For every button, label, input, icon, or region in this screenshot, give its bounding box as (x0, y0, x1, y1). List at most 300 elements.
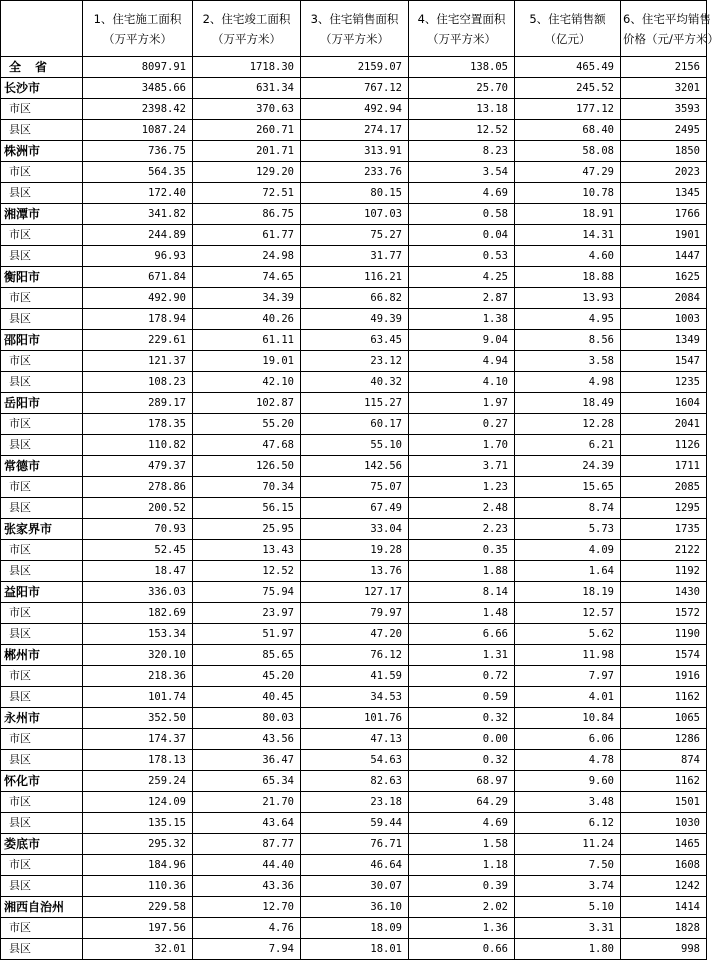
value-cell: 18.91 (515, 204, 621, 225)
value-cell: 201.71 (193, 141, 301, 162)
value-cell: 1735 (621, 519, 707, 540)
region-name-cell: 市区 (1, 540, 83, 561)
value-cell: 47.20 (301, 624, 409, 645)
value-cell: 47.29 (515, 162, 621, 183)
value-cell: 200.52 (83, 498, 193, 519)
value-cell: 1.70 (409, 435, 515, 456)
value-cell: 0.72 (409, 666, 515, 687)
value-cell: 1349 (621, 330, 707, 351)
value-cell: 0.04 (409, 225, 515, 246)
value-cell: 341.82 (83, 204, 193, 225)
value-cell: 492.94 (301, 99, 409, 120)
region-name-cell: 县区 (1, 246, 83, 267)
value-cell: 18.88 (515, 267, 621, 288)
value-cell: 1.48 (409, 603, 515, 624)
value-cell: 320.10 (83, 645, 193, 666)
value-cell: 76.71 (301, 834, 409, 855)
value-cell: 2023 (621, 162, 707, 183)
value-cell: 23.97 (193, 603, 301, 624)
value-cell: 1126 (621, 435, 707, 456)
value-cell: 3.48 (515, 792, 621, 813)
value-cell: 4.76 (193, 918, 301, 939)
column-header (193, 1, 301, 57)
region-name-cell: 永州市 (1, 708, 83, 729)
column-header-title: 2、住宅竣工面积 (202, 11, 291, 26)
value-cell: 138.05 (409, 57, 515, 78)
value-cell: 8.74 (515, 498, 621, 519)
value-cell: 24.39 (515, 456, 621, 477)
district-row (1, 918, 707, 939)
value-cell: 40.45 (193, 687, 301, 708)
region-name-cell: 张家界市 (1, 519, 83, 540)
value-cell: 24.98 (193, 246, 301, 267)
value-cell: 18.47 (83, 561, 193, 582)
value-cell: 2159.07 (301, 57, 409, 78)
region-name-cell: 市区 (1, 351, 83, 372)
value-cell: 1414 (621, 897, 707, 918)
region-name-cell: 县区 (1, 120, 83, 141)
value-cell: 47.68 (193, 435, 301, 456)
value-cell: 244.89 (83, 225, 193, 246)
value-cell: 3.54 (409, 162, 515, 183)
value-cell: 2122 (621, 540, 707, 561)
value-cell: 1295 (621, 498, 707, 519)
value-cell: 1.36 (409, 918, 515, 939)
value-cell: 129.20 (193, 162, 301, 183)
value-cell: 61.77 (193, 225, 301, 246)
value-cell: 54.63 (301, 750, 409, 771)
value-cell: 3.71 (409, 456, 515, 477)
district-row (1, 540, 707, 561)
region-name-cell: 株洲市 (1, 141, 83, 162)
value-cell: 1711 (621, 456, 707, 477)
region-name-cell: 市区 (1, 666, 83, 687)
value-cell: 278.86 (83, 477, 193, 498)
value-cell: 107.03 (301, 204, 409, 225)
column-header-title: 1、住宅施工面积 (93, 11, 182, 26)
value-cell: 178.94 (83, 309, 193, 330)
district-row (1, 309, 707, 330)
value-cell: 18.01 (301, 939, 409, 960)
region-name-cell: 湘西自治州 (1, 897, 83, 918)
value-cell: 3485.66 (83, 78, 193, 99)
district-row (1, 939, 707, 960)
column-header (301, 1, 409, 57)
value-cell: 3201 (621, 78, 707, 99)
value-cell: 76.12 (301, 645, 409, 666)
column-header-unit: （万平方米） (427, 31, 496, 46)
value-cell: 79.97 (301, 603, 409, 624)
region-name-cell: 市区 (1, 288, 83, 309)
value-cell: 2.02 (409, 897, 515, 918)
value-cell: 4.94 (409, 351, 515, 372)
region-name-cell: 郴州市 (1, 645, 83, 666)
value-cell: 2041 (621, 414, 707, 435)
value-cell: 1.31 (409, 645, 515, 666)
header-corner-cell (1, 1, 83, 57)
value-cell: 18.09 (301, 918, 409, 939)
city-row (1, 771, 707, 792)
value-cell: 67.49 (301, 498, 409, 519)
district-row (1, 477, 707, 498)
value-cell: 80.03 (193, 708, 301, 729)
value-cell: 70.93 (83, 519, 193, 540)
value-cell: 110.36 (83, 876, 193, 897)
value-cell: 23.12 (301, 351, 409, 372)
value-cell: 55.20 (193, 414, 301, 435)
district-row (1, 225, 707, 246)
value-cell: 1192 (621, 561, 707, 582)
district-row (1, 855, 707, 876)
value-cell: 2.87 (409, 288, 515, 309)
value-cell: 178.35 (83, 414, 193, 435)
value-cell: 82.63 (301, 771, 409, 792)
value-cell: 174.37 (83, 729, 193, 750)
value-cell: 101.76 (301, 708, 409, 729)
value-cell: 1901 (621, 225, 707, 246)
value-cell: 182.69 (83, 603, 193, 624)
value-cell: 177.12 (515, 99, 621, 120)
region-name-cell: 湘潭市 (1, 204, 83, 225)
value-cell: 85.65 (193, 645, 301, 666)
value-cell: 5.62 (515, 624, 621, 645)
value-cell: 465.49 (515, 57, 621, 78)
value-cell: 43.64 (193, 813, 301, 834)
value-cell: 21.70 (193, 792, 301, 813)
value-cell: 1625 (621, 267, 707, 288)
value-cell: 36.10 (301, 897, 409, 918)
value-cell: 1.64 (515, 561, 621, 582)
value-cell: 0.35 (409, 540, 515, 561)
value-cell: 47.13 (301, 729, 409, 750)
value-cell: 18.19 (515, 582, 621, 603)
value-cell: 86.75 (193, 204, 301, 225)
value-cell: 30.07 (301, 876, 409, 897)
value-cell: 0.66 (409, 939, 515, 960)
value-cell: 66.82 (301, 288, 409, 309)
value-cell: 4.69 (409, 813, 515, 834)
region-name-cell: 岳阳市 (1, 393, 83, 414)
table-body (1, 57, 707, 960)
region-name-cell: 益阳市 (1, 582, 83, 603)
value-cell: 2.23 (409, 519, 515, 540)
value-cell: 2398.42 (83, 99, 193, 120)
value-cell: 102.87 (193, 393, 301, 414)
value-cell: 1.18 (409, 855, 515, 876)
value-cell: 6.21 (515, 435, 621, 456)
value-cell: 36.47 (193, 750, 301, 771)
column-header-unit: （万平方米） (212, 31, 281, 46)
region-name-cell: 长沙市 (1, 78, 83, 99)
value-cell: 8.23 (409, 141, 515, 162)
value-cell: 153.34 (83, 624, 193, 645)
value-cell: 68.40 (515, 120, 621, 141)
value-cell: 1162 (621, 771, 707, 792)
value-cell: 197.56 (83, 918, 193, 939)
value-cell: 1.80 (515, 939, 621, 960)
region-name-cell: 市区 (1, 792, 83, 813)
value-cell: 1430 (621, 582, 707, 603)
region-name-cell: 县区 (1, 183, 83, 204)
value-cell: 58.08 (515, 141, 621, 162)
column-header (409, 1, 515, 57)
value-cell: 3.31 (515, 918, 621, 939)
value-cell: 72.51 (193, 183, 301, 204)
value-cell: 178.13 (83, 750, 193, 771)
value-cell: 12.52 (193, 561, 301, 582)
value-cell: 631.34 (193, 78, 301, 99)
value-cell: 0.53 (409, 246, 515, 267)
value-cell: 65.34 (193, 771, 301, 792)
region-name-cell: 县区 (1, 498, 83, 519)
value-cell: 0.32 (409, 708, 515, 729)
value-cell: 1447 (621, 246, 707, 267)
column-header-unit: （亿元） (544, 31, 591, 46)
value-cell: 1547 (621, 351, 707, 372)
value-cell: 43.36 (193, 876, 301, 897)
value-cell: 9.04 (409, 330, 515, 351)
value-cell: 42.10 (193, 372, 301, 393)
district-row (1, 99, 707, 120)
value-cell: 110.82 (83, 435, 193, 456)
value-cell: 142.56 (301, 456, 409, 477)
district-row (1, 414, 707, 435)
value-cell: 1065 (621, 708, 707, 729)
district-row (1, 750, 707, 771)
value-cell: 6.12 (515, 813, 621, 834)
district-row (1, 246, 707, 267)
city-row (1, 267, 707, 288)
column-header (515, 1, 621, 57)
value-cell: 12.70 (193, 897, 301, 918)
value-cell: 289.17 (83, 393, 193, 414)
value-cell: 260.71 (193, 120, 301, 141)
value-cell: 1828 (621, 918, 707, 939)
district-row (1, 288, 707, 309)
region-name-cell: 全省 (1, 57, 83, 78)
value-cell: 49.39 (301, 309, 409, 330)
value-cell: 13.76 (301, 561, 409, 582)
region-name-cell: 县区 (1, 624, 83, 645)
value-cell: 55.10 (301, 435, 409, 456)
column-header-title: 3、住宅销售面积 (310, 11, 399, 26)
value-cell: 6.66 (409, 624, 515, 645)
value-cell: 63.45 (301, 330, 409, 351)
region-name-cell: 市区 (1, 162, 83, 183)
region-name-cell: 市区 (1, 855, 83, 876)
value-cell: 295.32 (83, 834, 193, 855)
region-name-cell: 市区 (1, 225, 83, 246)
value-cell: 4.09 (515, 540, 621, 561)
region-name-cell: 常德市 (1, 456, 83, 477)
value-cell: 1.97 (409, 393, 515, 414)
value-cell: 52.45 (83, 540, 193, 561)
city-row (1, 519, 707, 540)
value-cell: 41.59 (301, 666, 409, 687)
value-cell: 115.27 (301, 393, 409, 414)
city-row (1, 393, 707, 414)
value-cell: 4.78 (515, 750, 621, 771)
value-cell: 5.10 (515, 897, 621, 918)
column-header-title: 4、住宅空置面积 (417, 11, 506, 26)
value-cell: 34.53 (301, 687, 409, 708)
value-cell: 479.37 (83, 456, 193, 477)
value-cell: 7.97 (515, 666, 621, 687)
value-cell: 25.70 (409, 78, 515, 99)
district-row (1, 162, 707, 183)
value-cell: 116.21 (301, 267, 409, 288)
column-header-title: 6、住宅平均销售 (623, 11, 711, 26)
column-header-unit: 价格（元/平方米） (623, 31, 719, 46)
region-name-cell: 娄底市 (1, 834, 83, 855)
value-cell: 370.63 (193, 99, 301, 120)
value-cell: 12.28 (515, 414, 621, 435)
column-header-unit: （万平方米） (103, 31, 172, 46)
value-cell: 7.94 (193, 939, 301, 960)
column-header-title: 5、住宅销售额 (529, 11, 606, 26)
value-cell: 108.23 (83, 372, 193, 393)
district-row (1, 561, 707, 582)
value-cell: 1465 (621, 834, 707, 855)
value-cell: 10.84 (515, 708, 621, 729)
value-cell: 124.09 (83, 792, 193, 813)
value-cell: 259.24 (83, 771, 193, 792)
value-cell: 352.50 (83, 708, 193, 729)
value-cell: 1608 (621, 855, 707, 876)
value-cell: 64.29 (409, 792, 515, 813)
district-row (1, 372, 707, 393)
value-cell: 1190 (621, 624, 707, 645)
value-cell: 1235 (621, 372, 707, 393)
value-cell: 75.27 (301, 225, 409, 246)
district-row (1, 603, 707, 624)
region-name-cell: 市区 (1, 603, 83, 624)
value-cell: 8097.91 (83, 57, 193, 78)
region-name-cell: 县区 (1, 687, 83, 708)
value-cell: 14.31 (515, 225, 621, 246)
value-cell: 5.73 (515, 519, 621, 540)
district-row (1, 729, 707, 750)
value-cell: 245.52 (515, 78, 621, 99)
city-row (1, 141, 707, 162)
value-cell: 274.17 (301, 120, 409, 141)
value-cell: 3593 (621, 99, 707, 120)
value-cell: 101.74 (83, 687, 193, 708)
region-name-cell: 县区 (1, 750, 83, 771)
region-name-cell: 县区 (1, 561, 83, 582)
value-cell: 1242 (621, 876, 707, 897)
value-cell: 70.34 (193, 477, 301, 498)
value-cell: 12.57 (515, 603, 621, 624)
region-name-cell: 县区 (1, 309, 83, 330)
value-cell: 2084 (621, 288, 707, 309)
value-cell: 4.10 (409, 372, 515, 393)
city-row (1, 204, 707, 225)
value-cell: 2495 (621, 120, 707, 141)
value-cell: 874 (621, 750, 707, 771)
value-cell: 1162 (621, 687, 707, 708)
district-row (1, 813, 707, 834)
value-cell: 1572 (621, 603, 707, 624)
value-cell: 121.37 (83, 351, 193, 372)
value-cell: 1501 (621, 792, 707, 813)
value-cell: 126.50 (193, 456, 301, 477)
district-row (1, 666, 707, 687)
value-cell: 4.69 (409, 183, 515, 204)
value-cell: 19.01 (193, 351, 301, 372)
region-name-cell: 县区 (1, 939, 83, 960)
value-cell: 767.12 (301, 78, 409, 99)
value-cell: 229.61 (83, 330, 193, 351)
district-row (1, 792, 707, 813)
district-row (1, 435, 707, 456)
value-cell: 10.78 (515, 183, 621, 204)
region-name-cell: 市区 (1, 414, 83, 435)
value-cell: 32.01 (83, 939, 193, 960)
district-row (1, 876, 707, 897)
value-cell: 45.20 (193, 666, 301, 687)
value-cell: 4.01 (515, 687, 621, 708)
value-cell: 43.56 (193, 729, 301, 750)
city-row (1, 834, 707, 855)
value-cell: 7.50 (515, 855, 621, 876)
value-cell: 564.35 (83, 162, 193, 183)
value-cell: 1850 (621, 141, 707, 162)
value-cell: 33.04 (301, 519, 409, 540)
value-cell: 0.39 (409, 876, 515, 897)
value-cell: 4.98 (515, 372, 621, 393)
value-cell: 8.56 (515, 330, 621, 351)
value-cell: 25.95 (193, 519, 301, 540)
city-row (1, 708, 707, 729)
value-cell: 12.52 (409, 120, 515, 141)
city-row (1, 897, 707, 918)
value-cell: 218.36 (83, 666, 193, 687)
value-cell: 3.74 (515, 876, 621, 897)
value-cell: 75.07 (301, 477, 409, 498)
district-row (1, 624, 707, 645)
region-name-cell: 市区 (1, 99, 83, 120)
value-cell: 2.48 (409, 498, 515, 519)
province-total-row (1, 57, 707, 78)
value-cell: 60.17 (301, 414, 409, 435)
value-cell: 0.00 (409, 729, 515, 750)
value-cell: 1030 (621, 813, 707, 834)
value-cell: 9.60 (515, 771, 621, 792)
column-header-unit: （万平方米） (320, 31, 389, 46)
value-cell: 13.93 (515, 288, 621, 309)
value-cell: 87.77 (193, 834, 301, 855)
value-cell: 4.25 (409, 267, 515, 288)
city-row (1, 330, 707, 351)
value-cell: 68.97 (409, 771, 515, 792)
city-row (1, 582, 707, 603)
district-row (1, 183, 707, 204)
value-cell: 44.40 (193, 855, 301, 876)
value-cell: 40.32 (301, 372, 409, 393)
region-name-cell: 市区 (1, 918, 83, 939)
value-cell: 40.26 (193, 309, 301, 330)
value-cell: 998 (621, 939, 707, 960)
value-cell: 75.94 (193, 582, 301, 603)
value-cell: 1604 (621, 393, 707, 414)
value-cell: 15.65 (515, 477, 621, 498)
value-cell: 51.97 (193, 624, 301, 645)
value-cell: 96.93 (83, 246, 193, 267)
region-name-cell: 衡阳市 (1, 267, 83, 288)
district-row (1, 120, 707, 141)
value-cell: 1718.30 (193, 57, 301, 78)
